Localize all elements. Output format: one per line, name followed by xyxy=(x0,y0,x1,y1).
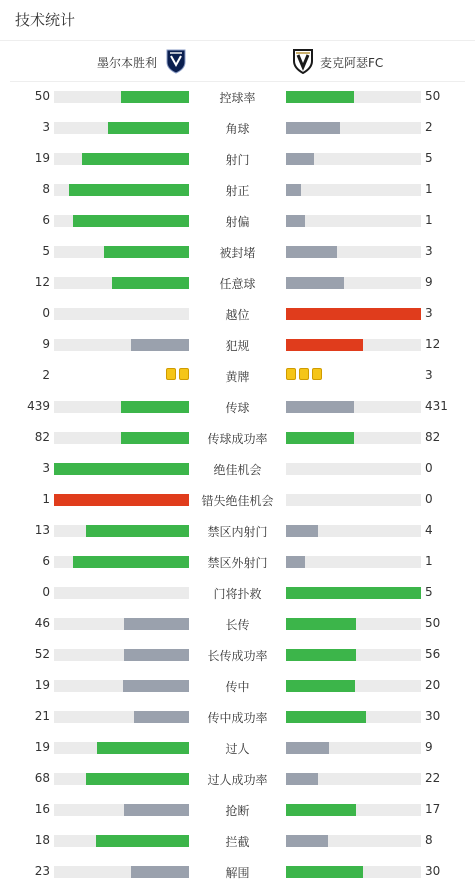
home-value: 3 xyxy=(42,120,50,134)
home-value: 9 xyxy=(42,337,50,351)
home-value: 6 xyxy=(42,554,50,568)
away-value: 3 xyxy=(425,244,433,258)
home-value: 82 xyxy=(34,430,50,444)
stat-label: 传中 xyxy=(225,680,250,694)
stat-label: 黄牌 xyxy=(225,370,250,384)
home-bar-track xyxy=(54,773,189,785)
home-bar-track xyxy=(54,556,189,568)
stat-row xyxy=(0,391,475,422)
home-bar xyxy=(124,649,189,661)
away-value: 1 xyxy=(425,213,433,227)
home-bar-track xyxy=(54,463,189,475)
away-bar-track xyxy=(286,618,421,630)
home-bar-track xyxy=(54,432,189,444)
home-bar-track xyxy=(54,680,189,692)
home-bar xyxy=(54,494,189,506)
stat-row xyxy=(0,856,475,887)
home-bar xyxy=(131,866,189,878)
home-bar-track xyxy=(54,618,189,630)
stat-label: 传球成功率 xyxy=(207,432,268,446)
away-value: 50 xyxy=(425,616,441,630)
home-value: 23 xyxy=(34,864,50,878)
stat-row xyxy=(0,639,475,670)
away-bar-track xyxy=(286,122,421,134)
yellow-card-icon xyxy=(312,368,322,380)
away-bar xyxy=(286,525,318,537)
away-bar xyxy=(286,649,356,661)
away-bar xyxy=(286,401,354,413)
yellow-card-icon xyxy=(299,368,309,380)
away-value: 4 xyxy=(425,523,433,537)
away-bar-track xyxy=(286,494,421,506)
stat-label: 过人 xyxy=(225,742,250,756)
home-team[interactable] xyxy=(97,48,187,76)
away-team[interactable] xyxy=(292,48,383,76)
away-value: 0 xyxy=(425,461,433,475)
home-bar xyxy=(121,401,189,413)
away-bar-track xyxy=(286,649,421,661)
away-bar-track xyxy=(286,246,421,258)
away-value: 0 xyxy=(425,492,433,506)
home-bar xyxy=(124,804,189,816)
home-bar xyxy=(124,618,189,630)
away-bar xyxy=(286,122,340,134)
home-bar xyxy=(121,432,189,444)
stat-row xyxy=(0,205,475,236)
away-bar-track xyxy=(286,804,421,816)
away-bar-track xyxy=(286,153,421,165)
home-bar-track xyxy=(54,122,189,134)
home-bar-track xyxy=(54,91,189,103)
home-bar-track xyxy=(54,215,189,227)
stat-row xyxy=(0,732,475,763)
stat-row xyxy=(0,329,475,360)
away-bar xyxy=(286,277,344,289)
home-bar xyxy=(97,742,189,754)
away-value: 431 xyxy=(425,399,448,413)
away-bar-track xyxy=(286,773,421,785)
home-value: 50 xyxy=(34,89,50,103)
yellow-card-icon xyxy=(166,368,176,380)
away-bar xyxy=(286,866,363,878)
away-bar xyxy=(286,215,305,227)
away-bar xyxy=(286,773,318,785)
away-bar-track xyxy=(286,711,421,723)
home-bar-track xyxy=(54,339,189,351)
away-bar xyxy=(286,246,337,258)
away-bar xyxy=(286,835,328,847)
away-team-name: 麦克阿瑟FC xyxy=(320,55,384,70)
home-bar xyxy=(96,835,189,847)
stat-label: 任意球 xyxy=(219,277,256,291)
home-value: 0 xyxy=(42,306,50,320)
page-title: 技术统计 xyxy=(15,11,76,29)
away-value: 9 xyxy=(425,740,433,754)
stat-label: 禁区内射门 xyxy=(207,525,268,539)
stat-row xyxy=(0,825,475,856)
stat-label: 错失绝佳机会 xyxy=(201,494,274,508)
home-bar xyxy=(112,277,189,289)
stat-row xyxy=(0,484,475,515)
home-value: 8 xyxy=(42,182,50,196)
home-value: 2 xyxy=(42,368,50,382)
home-bar-track xyxy=(54,649,189,661)
stat-row xyxy=(0,236,475,267)
away-value: 22 xyxy=(425,771,441,785)
home-bar-track xyxy=(54,401,189,413)
away-bar-track xyxy=(286,432,421,444)
home-bar xyxy=(86,525,189,537)
stat-label: 越位 xyxy=(225,308,250,322)
away-bar-track xyxy=(286,525,421,537)
home-bar-track xyxy=(54,866,189,878)
home-bar-track xyxy=(54,277,189,289)
away-bar xyxy=(286,184,301,196)
away-value: 8 xyxy=(425,833,433,847)
stat-label: 绝佳机会 xyxy=(213,463,262,477)
away-bar xyxy=(286,711,366,723)
away-bar-track xyxy=(286,308,421,320)
away-value: 2 xyxy=(425,120,433,134)
away-bar-track xyxy=(286,587,421,599)
home-bar xyxy=(82,153,189,165)
home-value: 1 xyxy=(42,492,50,506)
away-value: 56 xyxy=(425,647,441,661)
away-bar-track xyxy=(286,742,421,754)
home-yellow-cards xyxy=(166,368,189,380)
stat-row xyxy=(0,794,475,825)
away-bar-track xyxy=(286,215,421,227)
away-bar-track xyxy=(286,556,421,568)
stat-row xyxy=(0,422,475,453)
away-bar xyxy=(286,618,356,630)
stat-label: 传中成功率 xyxy=(207,711,268,725)
home-bar-track xyxy=(54,835,189,847)
away-bar-track xyxy=(286,277,421,289)
away-value: 50 xyxy=(425,89,441,103)
home-bar xyxy=(121,91,189,103)
away-bar-track xyxy=(286,835,421,847)
home-value: 13 xyxy=(34,523,50,537)
away-bar xyxy=(286,680,355,692)
home-value: 19 xyxy=(34,740,50,754)
home-bar xyxy=(108,122,189,134)
stat-label: 射门 xyxy=(225,153,250,167)
away-value: 12 xyxy=(425,337,441,351)
yellow-card-icon xyxy=(179,368,189,380)
away-bar xyxy=(286,339,363,351)
home-bar xyxy=(73,556,189,568)
home-bar-track xyxy=(54,184,189,196)
away-bar-track xyxy=(286,866,421,878)
stat-row xyxy=(0,577,475,608)
home-bar-track xyxy=(54,246,189,258)
home-bar-track xyxy=(54,804,189,816)
stat-row xyxy=(0,81,475,112)
stat-label: 拦截 xyxy=(225,835,250,849)
home-value: 18 xyxy=(34,833,50,847)
stat-label: 门将扑救 xyxy=(213,587,262,601)
away-value: 3 xyxy=(425,368,433,382)
away-value: 5 xyxy=(425,151,433,165)
divider xyxy=(0,40,475,41)
home-value: 6 xyxy=(42,213,50,227)
stat-row xyxy=(0,143,475,174)
stat-label: 长传成功率 xyxy=(207,649,268,663)
stat-label: 角球 xyxy=(225,122,250,136)
melbourne-victory-crest-icon xyxy=(165,48,187,77)
home-value: 12 xyxy=(34,275,50,289)
away-value: 3 xyxy=(425,306,433,320)
home-value: 19 xyxy=(34,678,50,692)
stat-label: 抢断 xyxy=(225,804,250,818)
home-bar xyxy=(69,184,189,196)
stat-label: 长传 xyxy=(225,618,250,632)
stat-label: 禁区外射门 xyxy=(207,556,268,570)
home-value: 5 xyxy=(42,244,50,258)
home-bar-track xyxy=(54,587,189,599)
home-bar xyxy=(123,680,189,692)
away-bar xyxy=(286,587,421,599)
away-value: 20 xyxy=(425,678,441,692)
home-bar-track xyxy=(54,742,189,754)
stat-label: 过人成功率 xyxy=(207,773,268,787)
stat-label: 射偏 xyxy=(225,215,250,229)
away-value: 9 xyxy=(425,275,433,289)
stat-row xyxy=(0,763,475,794)
away-value: 30 xyxy=(425,709,441,723)
away-bar xyxy=(286,91,354,103)
team-header xyxy=(0,44,475,80)
stat-row xyxy=(0,298,475,329)
away-value: 30 xyxy=(425,864,441,878)
home-bar-track xyxy=(54,711,189,723)
away-bar-track xyxy=(286,401,421,413)
stat-row xyxy=(0,453,475,484)
away-bar-track xyxy=(286,339,421,351)
home-value: 46 xyxy=(34,616,50,630)
away-value: 1 xyxy=(425,554,433,568)
home-bar xyxy=(134,711,189,723)
home-team-name: 墨尔本胜利 xyxy=(96,55,157,70)
stat-row xyxy=(0,174,475,205)
home-bar xyxy=(131,339,189,351)
away-bar xyxy=(286,308,421,320)
home-value: 52 xyxy=(34,647,50,661)
home-value: 21 xyxy=(34,709,50,723)
away-value: 5 xyxy=(425,585,433,599)
away-bar xyxy=(286,742,329,754)
away-bar xyxy=(286,556,305,568)
stat-row xyxy=(0,267,475,298)
home-bar xyxy=(73,215,189,227)
stat-row xyxy=(0,546,475,577)
stat-row xyxy=(0,608,475,639)
stat-label: 解围 xyxy=(225,866,250,880)
home-value: 19 xyxy=(34,151,50,165)
home-bar-track xyxy=(54,308,189,320)
away-bar xyxy=(286,804,356,816)
away-bar-track xyxy=(286,184,421,196)
away-bar-track xyxy=(286,91,421,103)
home-bar-track xyxy=(54,494,189,506)
home-bar xyxy=(86,773,189,785)
away-value: 1 xyxy=(425,182,433,196)
away-bar-track xyxy=(286,463,421,475)
stat-row xyxy=(0,670,475,701)
stat-row xyxy=(0,112,475,143)
stat-row xyxy=(0,360,475,391)
home-bar-track xyxy=(54,525,189,537)
home-value: 3 xyxy=(42,461,50,475)
home-value: 0 xyxy=(42,585,50,599)
macarthur-fc-crest-icon xyxy=(292,48,314,77)
stat-label: 传球 xyxy=(225,401,250,415)
home-value: 68 xyxy=(34,771,50,785)
away-value: 17 xyxy=(425,802,441,816)
stat-row xyxy=(0,701,475,732)
away-bar-track xyxy=(286,680,421,692)
away-yellow-cards xyxy=(286,368,322,380)
away-bar xyxy=(286,153,314,165)
stat-row xyxy=(0,515,475,546)
stat-label: 射正 xyxy=(225,184,250,198)
home-bar xyxy=(54,463,189,475)
stat-label: 控球率 xyxy=(219,91,256,105)
home-value: 16 xyxy=(34,802,50,816)
stats-list xyxy=(0,81,475,887)
stat-label: 犯规 xyxy=(225,339,250,353)
home-bar-track xyxy=(54,153,189,165)
away-bar xyxy=(286,432,354,444)
stat-label: 被封堵 xyxy=(219,246,256,260)
yellow-card-icon xyxy=(286,368,296,380)
home-value: 439 xyxy=(27,399,50,413)
away-value: 82 xyxy=(425,430,441,444)
home-bar xyxy=(104,246,189,258)
